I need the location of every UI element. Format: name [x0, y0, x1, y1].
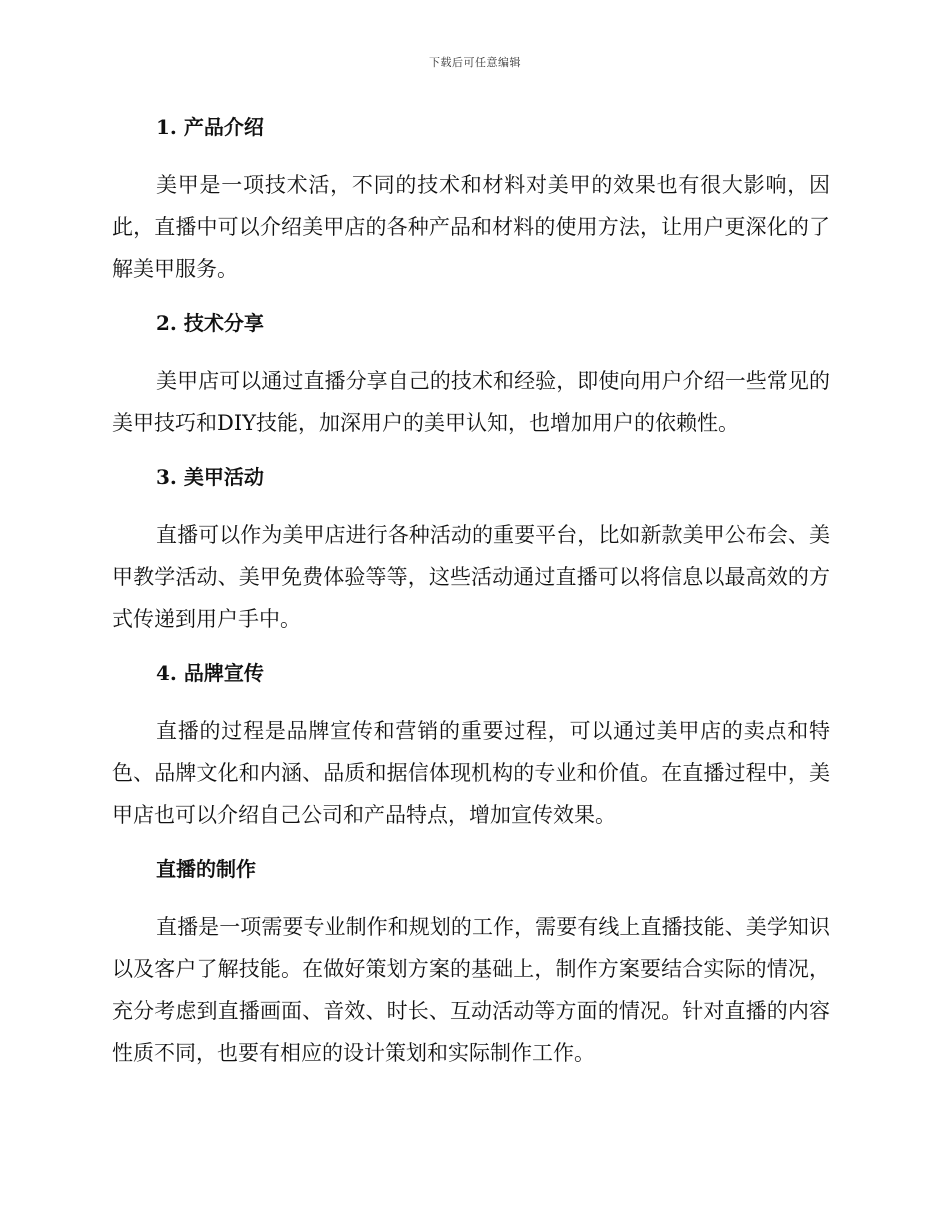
section-product-intro	[112, 110, 830, 290]
section-heading: 直播的制作	[156, 857, 256, 881]
section-paragraph: 直播是一项需要专业制作和规划的工作，需要有线上直播技能、美学知识以及客户了解技能。在做好策划方案的基础上，制作方案要结合实际的情况，充分考虑到直播画面、音效、时长、互动活动等方面的情况。针对直播的内容性质不同，也要有相应的设计策划和实际制作工作。	[112, 915, 830, 1065]
section-paragraph: 直播可以作为美甲店进行各种活动的重要平台，比如新款美甲公布会、美甲教学活动、美甲免费体验等等，这些活动通过直播可以将信息以最高效的方式传递到用户手中。	[112, 523, 830, 631]
running-header: 下载后可任意编辑	[429, 56, 521, 69]
section-brand-promotion	[112, 656, 830, 836]
section-paragraph: 直播的过程是品牌宣传和营销的重要过程，可以通过美甲店的卖点和特色、品牌文化和内涵、品质和据信体现机构的专业和价值。在直播过程中，美甲店也可以介绍自己公司和产品特点，增加宣传效果。	[112, 719, 830, 827]
section-heading: 2. 技术分享	[156, 311, 264, 335]
section-heading: 4. 品牌宣传	[156, 661, 264, 685]
section-heading: 3. 美甲活动	[156, 465, 264, 489]
document-body	[112, 110, 830, 1090]
section-live-production	[112, 852, 830, 1074]
section-nail-activities	[112, 460, 830, 640]
section-tech-sharing	[112, 306, 830, 444]
section-paragraph: 美甲店可以通过直播分享自己的技术和经验，即使向用户介绍一些常见的美甲技巧和DIY技能，加深用户的美甲认知，也增加用户的依赖性。	[112, 369, 830, 435]
section-paragraph: 美甲是一项技术活，不同的技术和材料对美甲的效果也有很大影响，因此，直播中可以介绍美甲店的各种产品和材料的使用方法，让用户更深化的了解美甲服务。	[112, 173, 830, 281]
section-heading: 1. 产品介绍	[156, 115, 264, 139]
